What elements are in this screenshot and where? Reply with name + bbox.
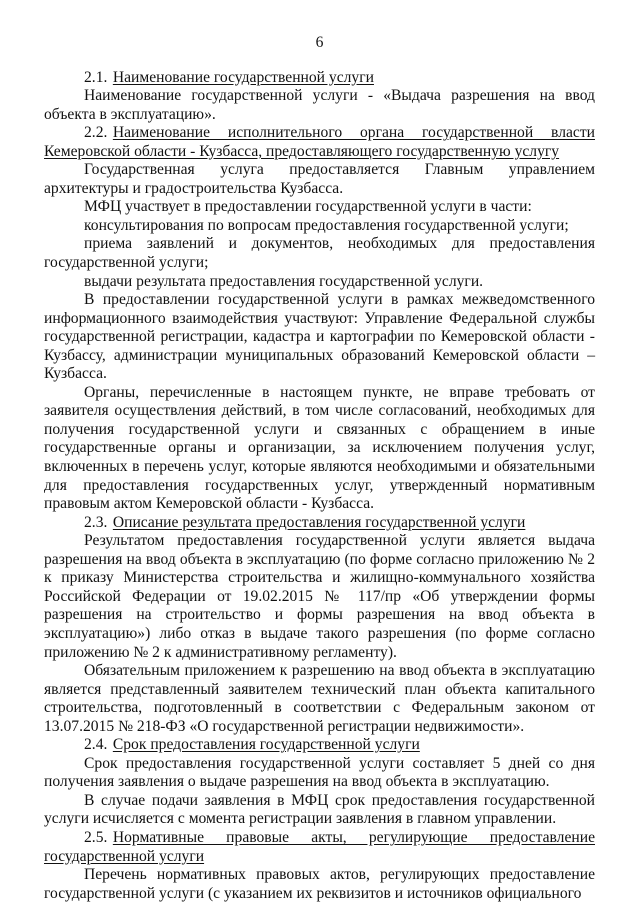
section-heading-2-4 <box>44 736 595 755</box>
paragraph: Перечень нормативных правовых актов, регулирующих предоставление государственной услуги (с указанием их реквизитов и источников официального <box>44 866 595 902</box>
section-number: 2.2. <box>84 124 108 142</box>
section-title: Описание результата предоставления государственной услуги <box>112 513 526 531</box>
section-number: 2.3. <box>84 513 108 531</box>
paragraph: Срок предоставления государственной услуги составляет 5 дней со дня получения заявления о выдаче разрешения на ввод объекта в эксплуатацию. <box>44 754 595 791</box>
paragraph: Органы, перечисленные в настоящем пункте, не вправе требовать от заявителя осуществления действий, в том числе согласований, необходимых для получения государственной услуги и связанных с обращением в иные государственные органы и организации, за исключением получения услуг, включенных в перечень услуг, которые являются необходимыми и обязательными для предоставления государственных услуг, утвержденный нормативным правовым актом Кемеровской области - Кузбасса. <box>44 383 595 513</box>
page-number: 6 <box>315 34 324 51</box>
section-title: Срок предоставления государственной услуги <box>112 736 420 754</box>
section-number: 2.4. <box>84 736 108 754</box>
paragraph: МФЦ участвует в предоставлении государственной услуги в части: <box>84 198 532 216</box>
paragraph: приема заявлений и документов, необходимых для предоставления государственной услуги; <box>44 235 595 272</box>
document-page <box>44 34 595 903</box>
section-title: Наименование исполнительного органа государственной власти Кемеровской области - Кузбасса, предоставляющего государственную услугу <box>44 124 595 160</box>
section-heading-2-2 <box>44 124 595 161</box>
paragraph: Обязательным приложением к разрешению на ввод объекта в эксплуатацию является представленный заявителем технический план объекта капитального строительства, подготовленный в соответствии с Федеральным законом от 13.07.2015 № 218-ФЗ «О государственной регистрации недвижимости». <box>44 662 595 735</box>
paragraph: Наименование государственной услуги - «Выдача разрешения на ввод объекта в эксплуатацию». <box>44 87 595 123</box>
paragraph: Результатом предоставления государственной услуги является выдача разрешения на ввод объекта в эксплуатацию (по форме согласно приложению № 2 к приказу Министерства строительства и жилищно-коммунального хозяйства Российской Федерации от 19.02.2015 № 117/пр «Об утверждении формы разрешения на строительство и формы разрешения на ввод объекта в эксплуатацию») либо отказ в выдаче такого разрешения (по форме согласно приложению № 2 к административному регламенту). <box>44 532 595 661</box>
paragraph: консультирования по вопросам предоставления государственной услуги; <box>84 216 569 234</box>
section-number: 2.1. <box>84 68 108 86</box>
section-heading-2-3 <box>44 514 595 533</box>
paragraph: В случае подачи заявления в МФЦ срок предоставления государственной услуги исчисляется с момента регистрации заявления в главном управлении. <box>44 791 595 828</box>
paragraph: выдачи результата предоставления государственной услуги. <box>84 272 484 290</box>
section-title: Нормативные правовые акты, регулирующие предоставление государственной услуги <box>44 828 595 865</box>
section-number: 2.5. <box>84 828 108 846</box>
section-heading-2-1 <box>44 69 595 88</box>
section-heading-2-5 <box>44 829 595 866</box>
paragraph: Государственная услуга предоставляется Главным управлением архитектуры и градостроительства Кузбасса. <box>44 161 595 197</box>
section-title: Наименование государственной услуги <box>112 68 374 86</box>
paragraph: В предоставлении государственной услуги в рамках межведомственного информационного взаимодействия участвуют: Управление Федеральной службы государственной регистрации, кадастра и картографии по Кемеровской области - Кузбассу, администрации муниципальных образований Кемеровской области – Кузбасса. <box>44 291 595 383</box>
